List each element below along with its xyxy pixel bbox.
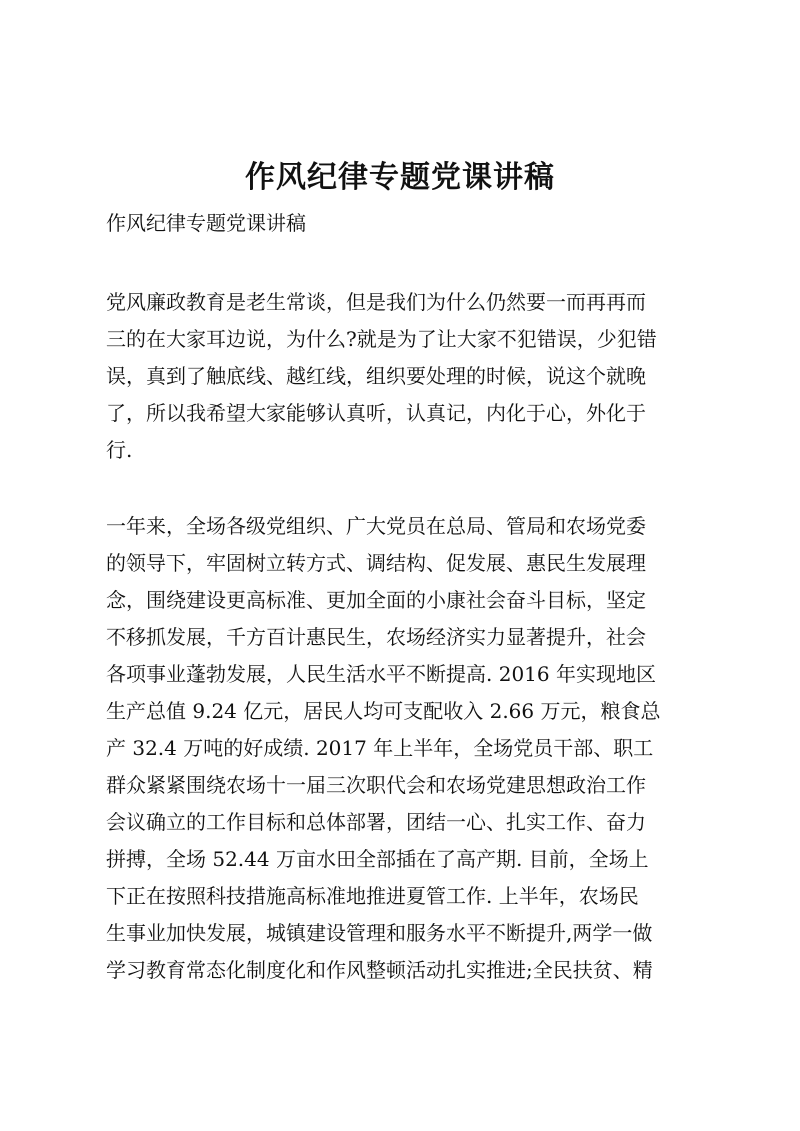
paragraph-line: 行. [106,438,133,462]
paragraph-line: 下正在按照科技措施高标准地推进夏管工作. 上半年，农场民 [106,884,639,908]
paragraph-line: 不移抓发展，千方百计惠民生，农场经济实力显著提升，社会 [106,625,646,649]
document-title: 作风纪律专题党课讲稿 [245,160,555,195]
document-subtitle: 作风纪律专题党课讲稿 [106,211,306,235]
paragraph-line: 生事业加快发展，城镇建设管理和服务水平不断提升,两学一做 [106,921,653,945]
paragraph-line: 了，所以我希望大家能够认真听，认真记，内化于心，外化于 [106,401,646,425]
paragraph-intro [106,284,696,469]
paragraph-line: 误，真到了触底线、越红线，组织要处理的时候，说这个就晚 [106,364,646,388]
paragraph-line: 念，围绕建设更高标准、更加全面的小康社会奋斗目标，坚定 [106,588,646,612]
paragraph-line: 的领导下，牢固树立转方式、调结构、促发展、惠民生发展理 [106,551,646,575]
paragraph-achievements [106,508,696,989]
paragraph-line: 拼搏，全场 52.44 万亩水田全部插在了高产期. 目前，全场上 [106,847,649,871]
paragraph-line: 群众紧紧围绕农场十一届三次职代会和农场党建思想政治工作 [106,773,646,797]
paragraph-line: 各项事业蓬勃发展，人民生活水平不断提高. 2016 年实现地区 [106,662,656,686]
paragraph-line: 会议确立的工作目标和总体部署，团结一心、扎实工作、奋力 [106,810,646,834]
paragraph-line: 学习教育常态化制度化和作风整顿活动扎实推进;全民扶贫、精 [106,958,653,982]
paragraph-line: 党风廉政教育是老生常谈，但是我们为什么仍然要一而再再而 [106,290,646,314]
paragraph-line: 生产总值 9.24 亿元，居民人均可支配收入 2.66 万元，粮食总 [106,699,661,723]
paragraph-line: 一年来，全场各级党组织、广大党员在总局、管局和农场党委 [106,514,646,538]
paragraph-line: 三的在大家耳边说，为什么?就是为了让大家不犯错误，少犯错 [106,327,657,351]
paragraph-line: 产 32.4 万吨的好成绩. 2017 年上半年，全场党员干部、职工 [106,736,654,760]
